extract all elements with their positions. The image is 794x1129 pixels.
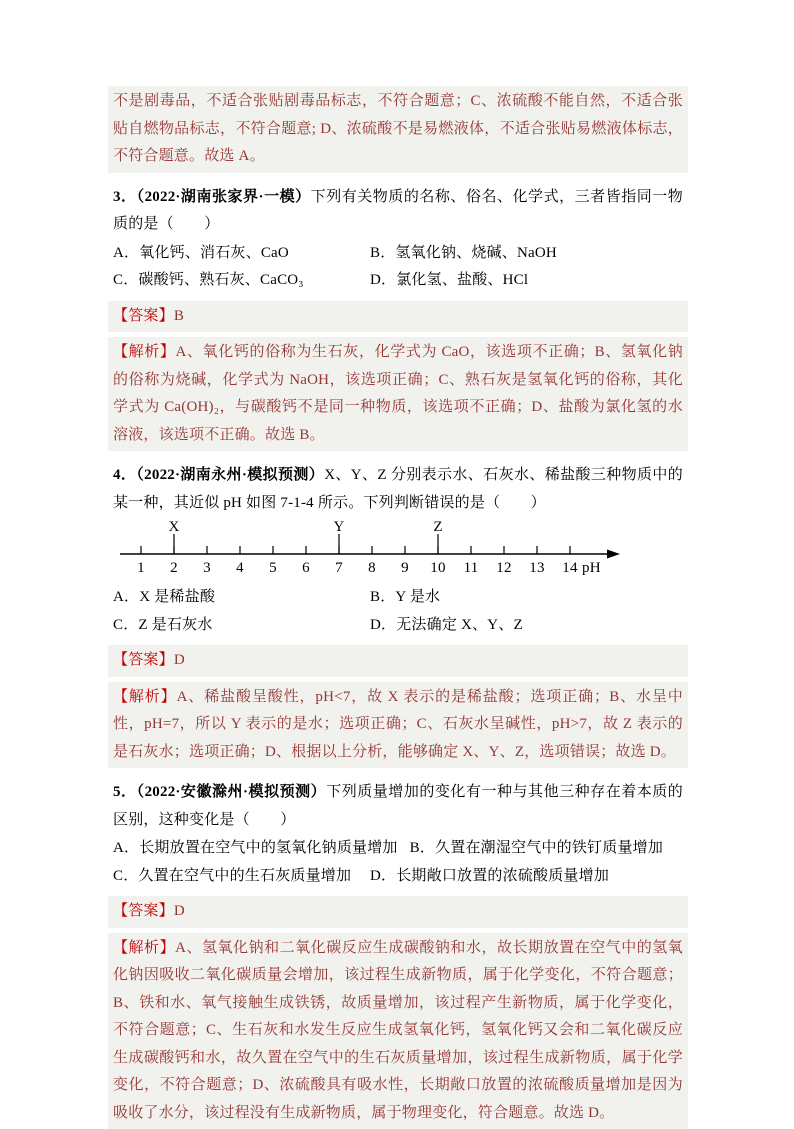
question-4-text: X、Y、Z 分别表示水、石灰水、稀盐酸三种物质中的某一种，其近似 pH 如图 7-1-4 所示。下列判断错误的是（ ） xyxy=(113,467,683,511)
question-3-number-source: 3．（2022·湖南张家界·一模） xyxy=(113,189,311,205)
analysis-label: 【解析】 xyxy=(113,940,175,956)
svg-text:2: 2 xyxy=(170,560,178,576)
question-4-option-b: B．Y 是水 xyxy=(370,584,683,612)
question-3-option-c: C．碳酸钙、熟石灰、CaCO₃ xyxy=(113,267,370,295)
question-5-number-source: 5．（2022·安徽滁州·模拟预测） xyxy=(113,784,326,800)
question-5-option-d: D．长期敞口放置的浓硫酸质量增加 xyxy=(370,863,683,891)
question-4-answer-block xyxy=(108,645,688,677)
svg-text:8: 8 xyxy=(368,560,376,576)
question-4-stem xyxy=(108,462,688,517)
svg-text:Z: Z xyxy=(433,520,442,535)
question-3-options-row-2 xyxy=(108,267,688,295)
document-page xyxy=(108,0,688,1129)
svg-text:1: 1 xyxy=(137,560,145,576)
question-3-analysis-text: A、氧化钙的俗称为生石灰，化学式为 CaO，该选项不正确；B、氢氧化钠的俗称为烧碱，化学式为 NaOH，该选项正确；C、熟石灰是氢氧化钙的俗称，其化学式为 Ca(OH)₂，与碳酸钙不是同一种物质，该选项不正确；D、盐酸为氯化氢的水溶液，该选项不正确。故选 B。 xyxy=(113,344,683,443)
question-3-answer-value: B xyxy=(174,308,184,324)
question-3-options-row-1 xyxy=(108,240,688,268)
question-4-options-row-1 xyxy=(108,584,688,612)
question-4-option-d: D．无法确定 X、Y、Z xyxy=(370,612,683,640)
question-4-analysis-text: A、稀盐酸呈酸性，pH<7，故 X 表示的是稀盐酸；选项正确；B、水呈中性，pH=7，所以 Y 表示的是水；选项正确；C、石灰水呈碱性，pH>7，故 Z 表示的是石灰水；选项正确；D、根据以上分析，能够确定 X、Y、Z，选项错误；故选 D。 xyxy=(113,689,683,760)
question-4-number-source: 4．（2022·湖南永州·模拟预测） xyxy=(113,467,324,483)
question-5-option-b: B．久置在潮湿空气中的铁钉质量增加 xyxy=(410,835,683,863)
question-5-stem xyxy=(108,779,688,834)
svg-text:6: 6 xyxy=(302,560,310,576)
svg-text:11: 11 xyxy=(464,560,479,576)
svg-text:7: 7 xyxy=(335,560,343,576)
ph-scale-diagram xyxy=(116,520,688,578)
answer-label: 【答案】 xyxy=(113,652,174,668)
analysis-label: 【解析】 xyxy=(113,344,176,360)
svg-text:12: 12 xyxy=(496,560,511,576)
svg-text:14: 14 xyxy=(562,560,578,576)
question-4-answer-value: D xyxy=(174,652,185,668)
svg-text:4: 4 xyxy=(236,560,244,576)
question-3-analysis-block xyxy=(108,337,688,451)
question-4-options-row-2 xyxy=(108,612,688,640)
question-3-text: 下列有关物质的名称、俗名、化学式，三者皆指同一物质的是（ ） xyxy=(113,189,683,233)
question-5-option-a: A．长期放置在空气中的氢氧化钠质量增加 xyxy=(113,835,410,863)
svg-text:Y: Y xyxy=(333,520,344,535)
question-5-option-c: C．久置在空气中的生石灰质量增加 xyxy=(113,863,370,891)
svg-text:13: 13 xyxy=(529,560,544,576)
question-5-answer-block xyxy=(108,896,688,928)
svg-text:9: 9 xyxy=(401,560,409,576)
svg-text:5: 5 xyxy=(269,560,277,576)
question-3-option-b: B．氢氧化钠、烧碱、NaOH xyxy=(370,240,683,268)
svg-text:pH: pH xyxy=(582,560,601,576)
question-5-text: 下列质量增加的变化有一种与其他三种存在着本质的区别，这种变化是（ ） xyxy=(113,784,683,828)
question-5-options-row-1 xyxy=(108,835,688,863)
answer-label: 【答案】 xyxy=(113,308,174,324)
svg-text:X: X xyxy=(168,520,179,535)
question-3-option-a: A．氧化钙、消石灰、CaO xyxy=(113,240,370,268)
ph-axis-figure xyxy=(116,520,636,578)
question-5-analysis-text: A、氢氧化钠和二氧化碳反应生成碳酸钠和水，故长期放置在空气中的氢氧化钠因吸收二氧化碳质量会增加，该过程生成新物质，属于化学变化，不符合题意；B、铁和水、氧气接触生成铁锈，故质量增加，该过程产生新物质，属于化学变化，不符合题意；C、生石灰和水发生反应生成氢氧化钙，氢氧化钙又会和二氧化碳反应生成碳酸钙和水，故久置在空气中的生石灰质量增加，该过程生成新物质，属于化学变化，不符合题意；D、浓硫酸具有吸水性，长期敞口放置的浓硫酸质量增加是因为吸收了水分，该过程没有生成新物质，属于物理变化，符合题意。故选 D。 xyxy=(113,940,683,1121)
answer-continuation-block: 不是剧毒品，不适合张贴剧毒品标志，不符合题意；C、浓硫酸不能自然，不适合张贴自燃物品标志，不符合题意; D、浓硫酸不是易燃液体，不适合张贴易燃液体标志，不符合题意。故选 A。 xyxy=(108,86,688,173)
answer-label: 【答案】 xyxy=(113,903,174,919)
svg-text:10: 10 xyxy=(430,560,445,576)
question-4-analysis-block xyxy=(108,682,688,769)
question-5-options-row-2 xyxy=(108,863,688,891)
analysis-label: 【解析】 xyxy=(113,689,177,705)
svg-text:3: 3 xyxy=(203,560,211,576)
question-4-option-a: A．X 是稀盐酸 xyxy=(113,584,370,612)
question-4-option-c: C．Z 是石灰水 xyxy=(113,612,370,640)
question-3-option-d: D．氯化氢、盐酸、HCl xyxy=(370,267,683,295)
question-3-answer-block xyxy=(108,301,688,333)
question-5-analysis-block xyxy=(108,933,688,1129)
question-3-stem xyxy=(108,184,688,239)
question-5-answer-value: D xyxy=(174,903,185,919)
